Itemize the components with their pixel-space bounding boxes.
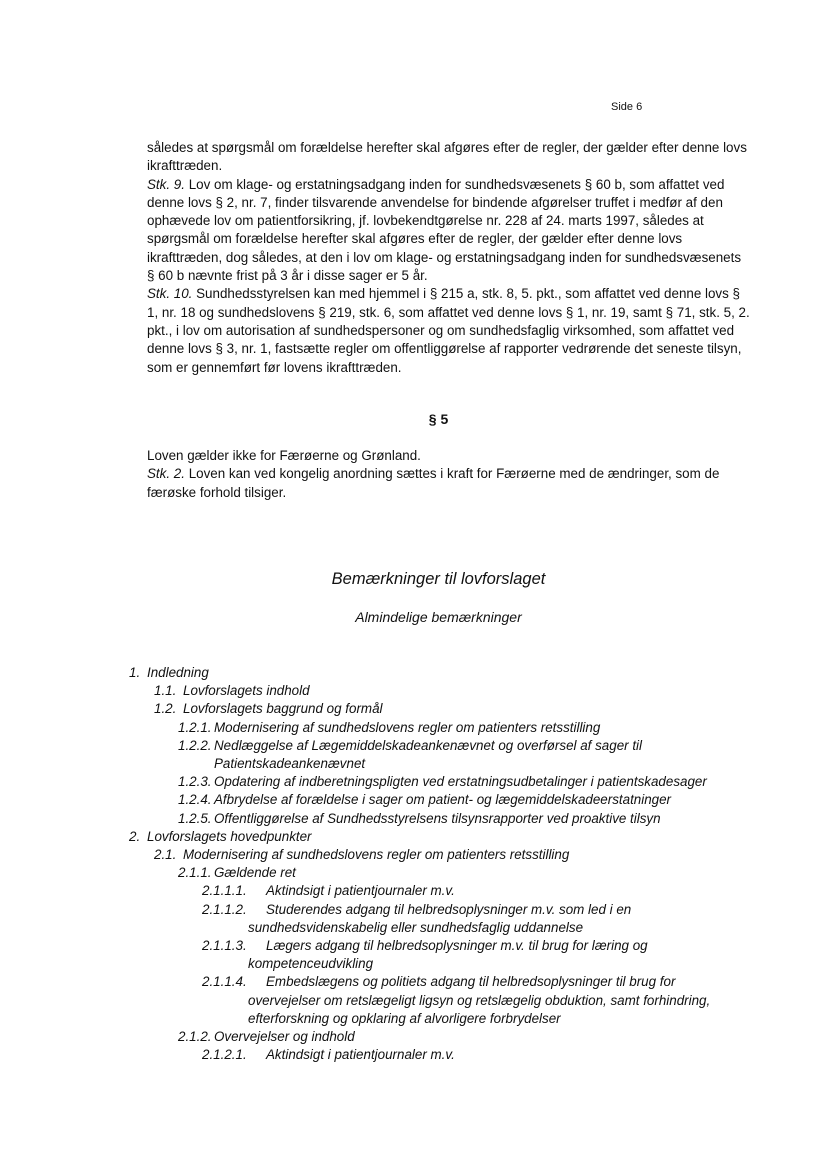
toc-text: Afbrydelse af forældelse i sager om patient- og lægemiddelskadeerstatninger [214,792,672,808]
toc-text: Nedlæggelse af Lægemiddelskadeankenævnet og overførsel af sager til Patientskadeankenævnet [214,737,642,772]
paragraph-stk-2 [147,465,752,502]
toc-text: Lægers adgang til helbredsoplysninger m.v. til brug for læring og kompetenceudvikling [248,938,648,972]
toc-item [0,901,827,937]
body-text-block-a [147,139,752,377]
toc-item [0,1028,827,1046]
stk-label: Stk. 10. [147,286,193,302]
table-of-contents [0,664,827,1064]
paragraph-text: Sundhedsstyrelsen kan med hjemmel i § 215 a, stk. 8, 5. pkt., som affattet ved denne lovs § 1, nr. 18 og sundhedslovens § 219, stk. 6, som affattet ved denne lovs § 1, nr. 19, samt § 71, stk. 5, 2. pkt., i lov om autorisation af sundhedspersoner og om sundhedsfaglig virksomhed, som affattet ved denne lovs § 3, nr. 1, fastsætte regler om offentliggørelse af rapporter vedrørende det seneste tilsyn, som er gennemført før lovens ikrafttræden. [147,286,750,375]
paragraph: Loven gælder ikke for Færøerne og Grønland. [147,448,421,463]
toc-item [0,737,827,773]
toc-number: 2.1. [154,847,177,863]
toc-text: Offentliggørelse af Sundhedsstyrelsens tilsynsrapporter ved proaktive tilsyn [214,810,661,826]
toc-number: 1.2. [154,701,177,717]
toc-text: Opdatering af indberetningspligten ved erstatningsudbetalinger i patientskadesager [214,774,707,790]
toc-number: 2.1.1.2. [202,901,247,917]
toc-number: 1.2.1. [178,719,212,735]
toc-item [0,828,827,846]
toc-text: Gældende ret [214,865,296,881]
toc-item [0,882,827,900]
paragraph-text: Lov om klage- og erstatningsadgang inden for sundhedsvæsenets § 60 b, som affattet ved denne lovs § 2, nr. 7, finder tilsvarende anvendelse for bindende afgørelser truffet i medfør af den ophævede lov om patientforsikring, jf. lovbekendtgørelse nr. 228 af 24. marts 1997, således at spørgsmål om forældelse herefter skal afgøres efter de regler, der gælder efter denne lovs ikrafttræden, dog således, at den i lov om klage- og erstatningsadgang inden for sundhedsvæsenets § 60 b nævnte frist på 3 år i disse sager er 5 år. [147,176,742,284]
toc-item [0,791,827,809]
toc-number: 2.1.2. [178,1029,212,1045]
toc-item [0,810,827,828]
toc-text: Modernisering af sundhedslovens regler om patienters retsstilling [183,847,570,863]
paragraph-stk-10 [147,285,752,376]
toc-item [0,719,827,737]
toc-text: Overvejelser og indhold [214,1029,355,1045]
section-heading: § 5 [428,411,449,427]
toc-text: Studerendes adgang til helbredsoplysninger m.v. som led i en sundhedsvidenskabelig eller sundhedsfaglig uddannelse [248,901,632,935]
toc-item [0,937,827,973]
toc-number: 1.1. [154,683,177,699]
stk-label: Stk. 9. [147,176,185,192]
toc-text: Embedslægens og politiets adgang til helbredsoplysninger til brug for overvejelser om retslægeligt ligsyn og retslægelig obduktion, samt forhindring, efterforskning og opklaring af alvorligere forbrydelser [248,974,711,1026]
stk-label: Stk. 2. [147,466,185,482]
toc-number: 2.1.1.4. [202,974,247,990]
paragraph-stk-9 [147,176,752,286]
toc-number: 1.2.2. [178,737,212,753]
toc-number: 1. [129,665,141,680]
toc-number: 1.2.3. [178,774,212,790]
paragraph-text: Loven kan ved kongelig anordning sættes i kraft for Færøerne med de ændringer, som de færøske forhold tilsiger. [147,466,720,500]
toc-item [0,846,827,864]
toc-text: Lovforslagets hovedpunkter [147,828,312,844]
toc-text: Aktindsigt i patientjournaler m.v. [266,883,455,899]
toc-item [0,664,827,682]
body-text-block-b [147,447,752,502]
toc-item [0,973,827,1028]
toc-item [0,682,827,700]
toc-item [0,773,827,791]
toc-number: 2.1.1.1. [202,883,247,899]
toc-number: 2.1.1. [178,865,212,881]
toc-number: 2.1.1.3. [202,938,247,954]
paragraph: således at spørgsmål om forældelse herefter skal afgøres efter de regler, der gælder efter denne lovs ikrafttræden. [147,140,747,174]
toc-item [0,1046,827,1064]
toc-text: Aktindsigt i patientjournaler m.v. [266,1047,455,1063]
toc-text: Lovforslagets baggrund og formål [183,701,383,717]
toc-number: 2.1.2.1. [202,1047,247,1063]
page-number: Side 6 [611,101,643,113]
toc-item [0,864,827,882]
toc-number: 1.2.4. [178,792,212,808]
remarks-subtitle: Almindelige bemærkninger [355,609,522,625]
toc-number: 2. [129,828,141,844]
toc-text: Indledning [147,665,209,680]
remarks-title: Bemærkninger til lovforslaget [331,570,546,588]
toc-item [0,700,827,718]
toc-text: Modernisering af sundhedslovens regler om patienters retsstilling [214,719,601,735]
toc-text: Lovforslagets indhold [183,683,310,699]
toc-number: 1.2.5. [178,810,212,826]
